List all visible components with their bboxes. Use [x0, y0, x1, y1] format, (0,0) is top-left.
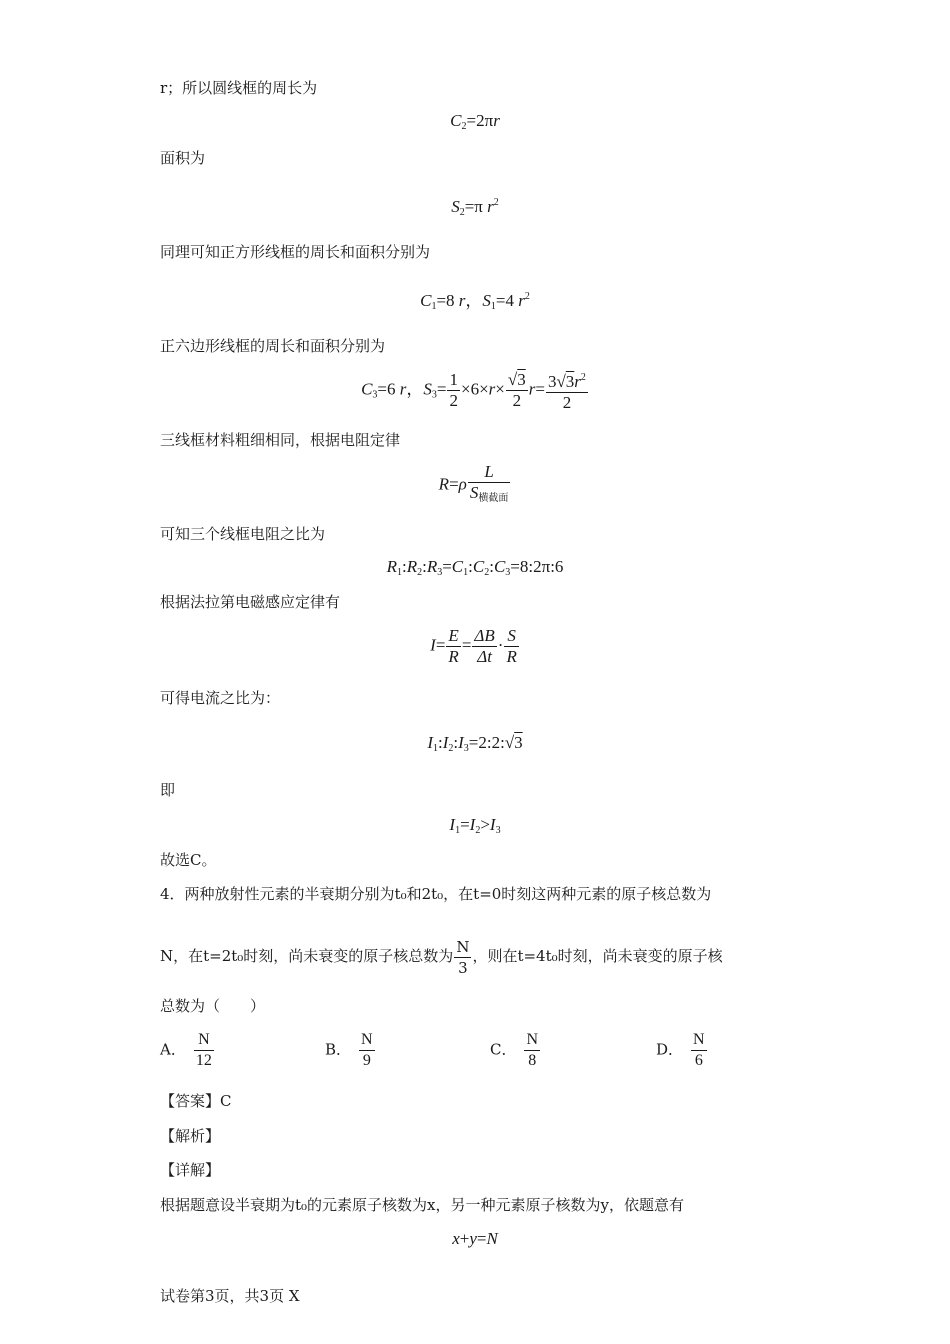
option-b[interactable]: B． $\frac{N}{9}$	[325, 1031, 373, 1069]
option-c[interactable]: C． $\frac{N}{8}$	[490, 1031, 539, 1069]
equation-hexagon: $C_3=6$ r，$S_3=$ $\frac{1}{2}$ ×6×r× $\frac{√3}{2}$ r= $\frac{3√3r^2}{2}$	[361, 370, 586, 412]
equation-current-ratio: $I_1:I_2:I_3=2:2:√3$	[427, 733, 523, 754]
detail-text: 根据题意设半衰期为t₀的元素原子核数为x，另一种元素原子核数为y，依题意有	[160, 1196, 684, 1214]
text-line: 故选C。	[160, 851, 217, 869]
equation-circle-perimeter: $C_2=2\pi r$	[450, 111, 500, 132]
equation-resistance-ratio: $R_1:R_2:R_3=C_1:C_2:C_3=8:2\pi:6$	[386, 557, 564, 578]
question-stem-line-3: 总数为（ ）	[160, 997, 266, 1015]
analysis-label: 【解析】	[160, 1127, 221, 1145]
text-line: 可知三个线框电阻之比为	[160, 525, 326, 543]
equation-total: x+y=N	[452, 1229, 498, 1248]
question-stem-line-1: 4．两种放射性元素的半衰期分别为t₀和2t₀，在t=0时刻这两种元素的原子核总数为	[160, 885, 712, 903]
detail-label: 【详解】	[160, 1161, 221, 1179]
equation-square: $C_1=8$ r，$S_1=4$ $r^2$	[420, 291, 530, 312]
text-line: r；所以圆线框的周长为	[160, 79, 318, 97]
equation-resistance-law: R=ρ $\frac{L}{S_{横截面}}$	[438, 462, 509, 504]
equation-faraday-law: I= $\frac{E}{R}$ = $\frac{\Delta B}{\Delta t}$ · $\frac{S}{R}$	[430, 626, 517, 666]
text-line: 面积为	[160, 149, 206, 167]
option-d[interactable]: D． $\frac{N}{6}$	[656, 1031, 705, 1069]
text-line: 同理可知正方形线框的周长和面积分别为	[160, 243, 431, 261]
equation-current-compare: $I_1=I_2>I_3$	[449, 815, 501, 836]
option-a[interactable]: A． $\frac{N}{12}$	[160, 1031, 212, 1069]
question-stem-line-2: N，在t=2t₀时刻，尚未衰变的原子核总数为 $\frac{N}{3}$ ，则在t=4t₀时刻，尚未衰变的原子核	[160, 937, 723, 977]
text-line: 根据法拉第电磁感应定律有	[160, 593, 341, 611]
answer-label: 【答案】C	[160, 1092, 232, 1110]
text-line: 正六边形线框的周长和面积分别为	[160, 337, 386, 355]
text-line: 三线框材料粗细相同，根据电阻定律	[160, 431, 401, 449]
text-line: 即	[160, 781, 176, 799]
page-footer: 试卷第3页，共3页 X	[160, 1287, 300, 1305]
text-line: 可得电流之比为：	[160, 689, 281, 707]
equation-circle-area: $S_2=\pi$ $r^2$	[451, 197, 499, 218]
